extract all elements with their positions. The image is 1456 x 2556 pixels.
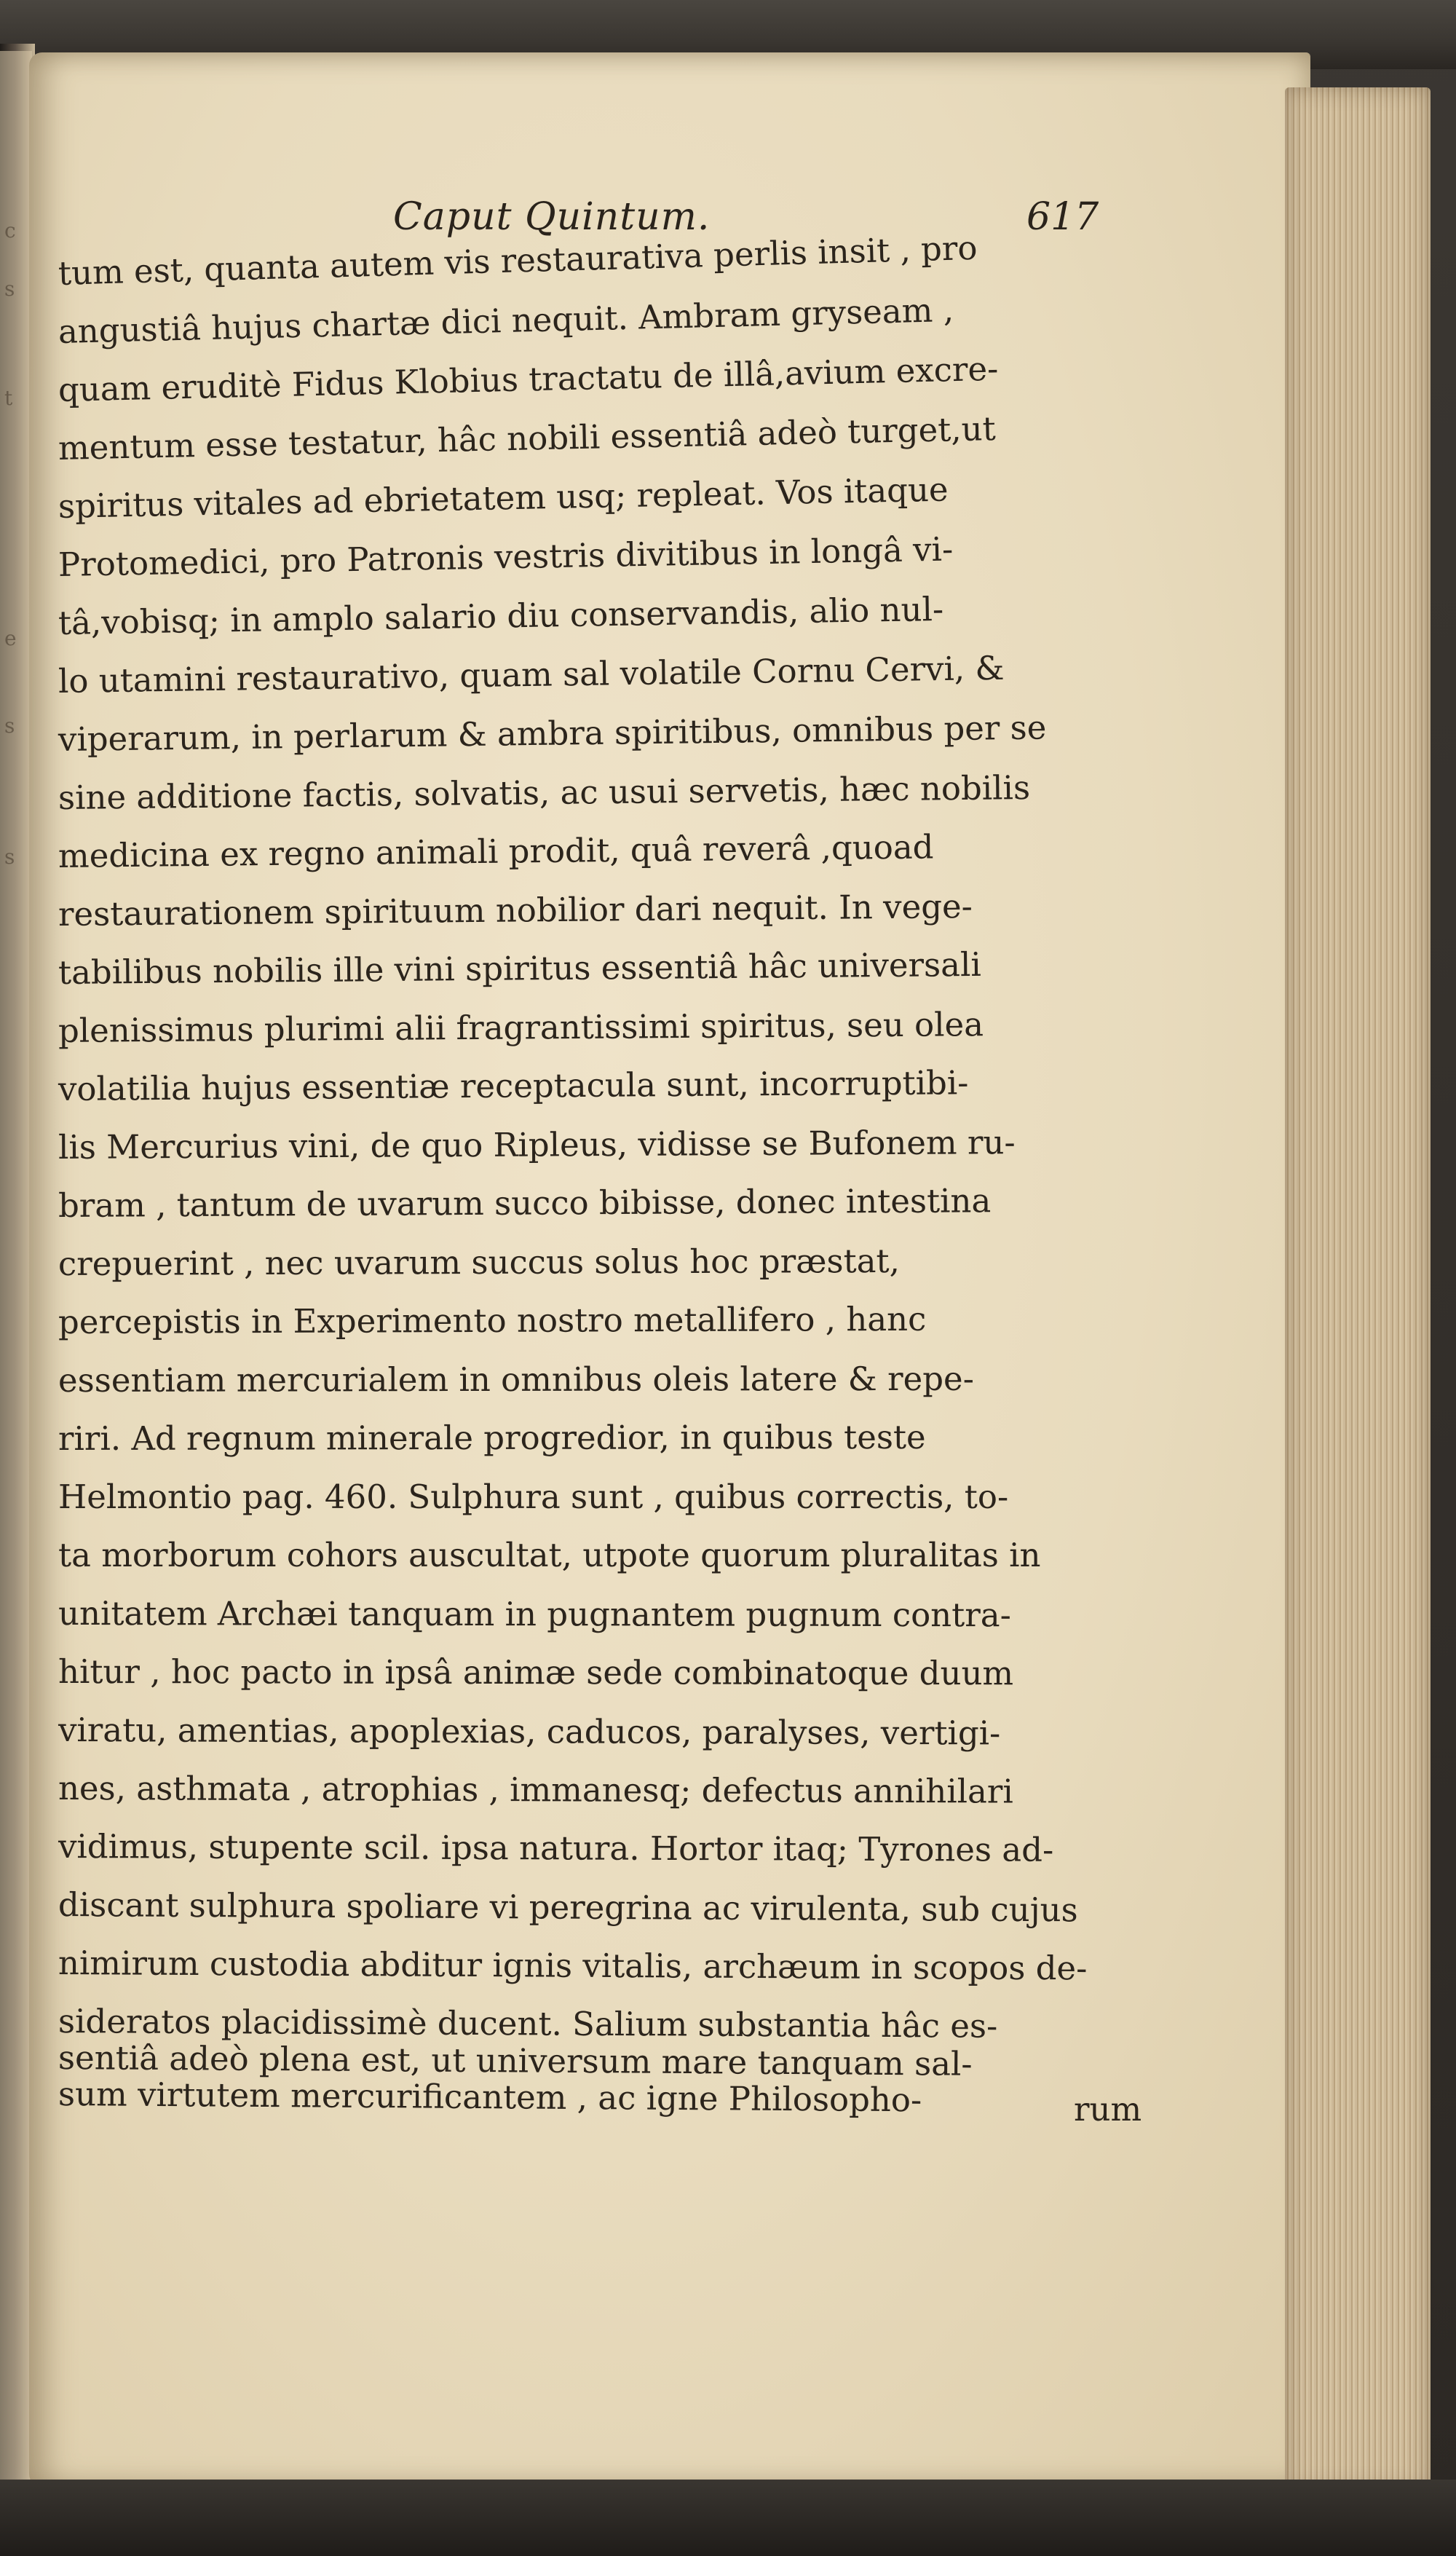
facing-page-mark: s bbox=[4, 714, 15, 738]
text-line: nes, asthmata , atrophias , immanesq; defectus annihilari bbox=[58, 1769, 1013, 1811]
text-line: mentum esse testatur, hâc nobili essentiâ adeò turget,ut bbox=[58, 409, 997, 468]
text-line: tabilibus nobilis ille vini spiritus essentiâ hâc universali bbox=[58, 944, 981, 992]
page-number: 617 bbox=[1026, 195, 1099, 239]
text-line: medicina ex regno animali prodit, quâ reverâ ,quoad bbox=[58, 827, 934, 875]
text-line: Protomedici, pro Patronis vestris divitibus in longâ vi- bbox=[58, 529, 954, 584]
running-head: Caput Quintum. bbox=[393, 195, 711, 239]
text-line: sideratos placidissimè ducent. Salium substantia hâc es- bbox=[58, 2002, 998, 2046]
text-line: percepistis in Experimento nostro metallifero , hanc bbox=[58, 1299, 927, 1341]
text-line: sine additione factis, solvatis, ac usui servetis, hæc nobilis bbox=[58, 768, 1031, 817]
facing-page-mark: t bbox=[4, 386, 13, 410]
text-line: quam eruditè Fidus Klobius tractatu de illâ,avium excre- bbox=[58, 349, 999, 409]
text-line: discant sulphura spoliare vi peregrina ac virulenta, sub cujus bbox=[58, 1885, 1078, 1930]
facing-page-mark: c bbox=[4, 218, 16, 242]
text-line: Helmontio pag. 460. Sulphura sunt , quibus correctis, to- bbox=[58, 1478, 1009, 1516]
facing-page-mark: e bbox=[4, 626, 17, 650]
facing-page-mark: s bbox=[4, 845, 15, 869]
text-line: sentiâ adeò plena est, ut universum mare tanquam sal- bbox=[58, 2038, 973, 2083]
facing-page-mark: s bbox=[4, 277, 15, 301]
text-line: viratu, amentias, apoplexias, caducos, paralyses, vertigi- bbox=[58, 1711, 1001, 1753]
book-bottom-shadow bbox=[0, 2480, 1456, 2556]
text-line: spiritus vitales ad ebrietatem usq; repleat. Vos itaque bbox=[58, 470, 949, 526]
text-line: tâ,vobisq; in amplo salario diu conservandis, alio nul- bbox=[58, 589, 944, 642]
text-line: hitur , hoc pacto in ipsâ animæ sede combinatoque duum bbox=[58, 1652, 1014, 1693]
text-line: ta morborum cohors auscultat, utpote quorum pluralitas in bbox=[58, 1536, 1041, 1574]
text-line: lo utamini restaurativo, quam sal volatile Cornu Cervi, & bbox=[58, 648, 1005, 701]
text-line: angustiâ hujus chartæ dici nequit. Ambram gryseam , bbox=[58, 290, 954, 351]
text-line: lis Mercurius vini, de quo Ripleus, vidisse se Bufonem ru- bbox=[58, 1123, 1016, 1167]
text-line: unitatem Archæi tanquam in pugnantem pugnum contra- bbox=[58, 1594, 1011, 1635]
facing-page-marks bbox=[1, 218, 23, 2185]
body-text bbox=[58, 228, 1165, 2120]
text-line: essentiam mercurialem in omnibus oleis latere & repe- bbox=[58, 1359, 974, 1400]
text-line: restaurationem spirituum nobilior dari nequit. In vege- bbox=[58, 887, 973, 934]
catchword: rum bbox=[1074, 2090, 1142, 2129]
text-line: viperarum, in perlarum & ambra spiritibus, omnibus per se bbox=[58, 708, 1047, 759]
text-line: sum virtutem mercurificantem , ac igne Philosopho- bbox=[58, 2075, 922, 2120]
text-line: plenissimus plurimi alii fragrantissimi spiritus, seu olea bbox=[58, 1005, 984, 1050]
text-line: nimirum custodia abditur ignis vitalis, archæum in scopos de- bbox=[58, 1944, 1088, 1988]
text-line: crepuerint , nec uvarum succus solus hoc præstat, bbox=[58, 1241, 900, 1283]
text-line: bram , tantum de uvarum succo bibisse, donec intestina bbox=[58, 1181, 992, 1225]
text-line: vidimus, stupente scil. ipsa natura. Hortor itaq; Tyrones ad- bbox=[58, 1827, 1054, 1869]
text-line: volatilia hujus essentiæ receptacula sunt, incorruptibi- bbox=[58, 1063, 969, 1108]
text-line: riri. Ad regnum minerale progredior, in quibus teste bbox=[58, 1417, 926, 1458]
text-line: tum est, quanta autem vis restaurativa perlis insit , pro bbox=[58, 228, 978, 293]
page-fore-edge bbox=[1285, 87, 1431, 2490]
